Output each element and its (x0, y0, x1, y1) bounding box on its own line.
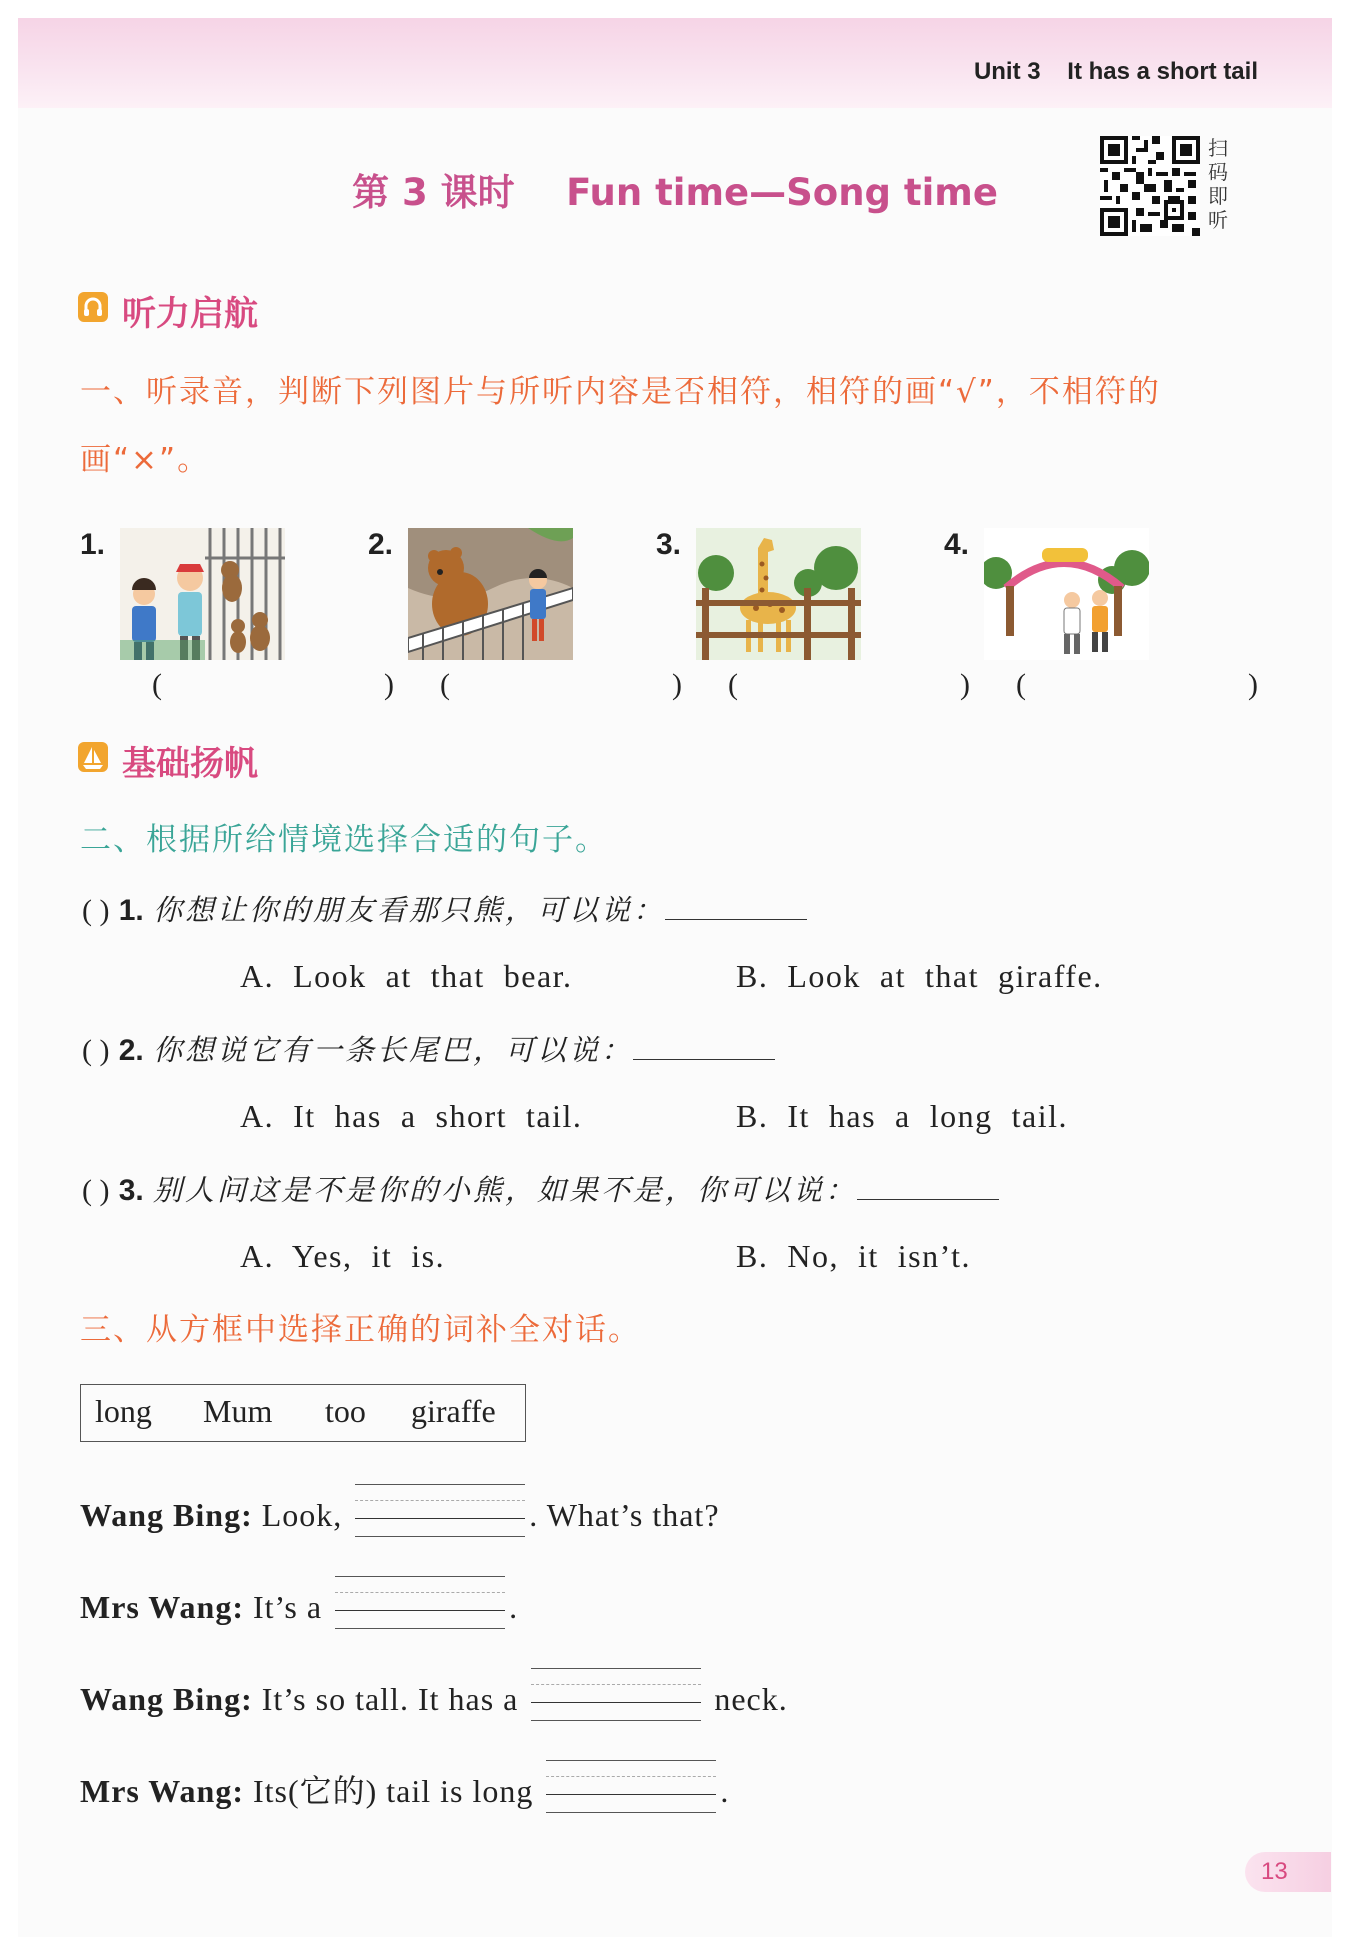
dialogue-line (80, 1668, 788, 1724)
lesson-title: 第 3 课时 Fun time—Song time (352, 171, 998, 214)
item-number: 3. (656, 528, 682, 561)
option-b[interactable]: B. Look at that giraffe. (736, 958, 1103, 994)
four-line-blank[interactable] (355, 1484, 525, 1540)
question-2 (82, 1028, 775, 1069)
word-bank-word: too (325, 1393, 366, 1429)
dialogue-line (80, 1484, 720, 1540)
word-bank-word: long (95, 1393, 152, 1429)
four-line-blank[interactable] (335, 1576, 505, 1632)
four-line-blank[interactable] (531, 1668, 701, 1724)
speaker-name: Mrs Wang: (80, 1589, 244, 1625)
section1-instruction-line2: 画“×”。 (80, 442, 211, 478)
answer-parens[interactable]: ( ) (728, 668, 970, 701)
word-bank-word: giraffe (411, 1393, 496, 1429)
zoo-gate-scene-image (984, 528, 1149, 660)
word-bank-box (80, 1384, 526, 1442)
answer-parens[interactable]: ( ) (440, 668, 682, 701)
page-number: 13 (1245, 1852, 1331, 1892)
answer-parens[interactable]: ( ) (82, 1034, 110, 1067)
item-number: 4. (944, 528, 970, 561)
bear-scene-image (408, 528, 573, 660)
question-number: 2. (118, 1034, 144, 1067)
question-number: 1. (118, 894, 144, 927)
question-3 (82, 1168, 999, 1209)
dialogue-text-after: . (509, 1589, 519, 1625)
speaker-name: Mrs Wang: (80, 1773, 244, 1809)
four-line-blank[interactable] (546, 1760, 716, 1816)
section2-title: 基础扬帆 (122, 744, 258, 784)
speaker-name: Wang Bing: (80, 1681, 253, 1717)
item-number: 1. (80, 528, 106, 561)
answer-blank[interactable] (665, 893, 807, 920)
dialogue-text-before: Its(它的) tail is long (252, 1773, 534, 1809)
giraffe-scene-image (696, 528, 861, 660)
speaker-name: Wang Bing: (80, 1497, 253, 1533)
headphone-icon (78, 292, 108, 322)
option-b[interactable]: B. No, it isn’t. (736, 1238, 972, 1274)
answer-blank[interactable] (857, 1173, 999, 1200)
question-text: 别人问这是不是你的小熊，如果不是，你可以说： (152, 1173, 857, 1207)
qr-scan-label: 扫码即听 (1208, 136, 1228, 232)
qr-code-icon[interactable] (1100, 136, 1200, 236)
monkeys-scene-image (120, 528, 285, 660)
section1-instruction-line1: 一、听录音，判断下列图片与所听内容是否相符，相符的画“√”，不相符的 (80, 374, 1161, 410)
question-text: 你想说它有一条长尾巴，可以说： (152, 1033, 633, 1067)
unit-label: Unit 3 It has a short tail (973, 58, 1258, 85)
answer-parens[interactable]: ( ) (82, 1174, 110, 1207)
dialogue-text-before: Look, (261, 1497, 343, 1533)
dialogue-line (80, 1760, 729, 1816)
answer-parens[interactable]: ( ) (82, 894, 110, 927)
dialogue-text-after: neck. (714, 1681, 788, 1717)
option-b[interactable]: B. It has a long tail. (736, 1098, 1069, 1134)
answer-parens[interactable]: ( ) (1016, 668, 1258, 701)
answer-parens[interactable]: ( ) (152, 668, 394, 701)
option-a[interactable]: A. It has a short tail. (240, 1098, 583, 1134)
item-number: 2. (368, 528, 394, 561)
option-a[interactable]: A. Look at that bear. (240, 958, 573, 994)
dialogue-line (80, 1576, 518, 1632)
section3-instruction: 三、从方框中选择正确的词补全对话。 (80, 1312, 641, 1348)
question-number: 3. (118, 1174, 144, 1207)
question-text: 你想让你的朋友看那只熊，可以说： (152, 893, 665, 927)
sailboat-icon (78, 742, 108, 772)
word-bank-word: Mum (203, 1393, 273, 1429)
option-a[interactable]: A. Yes, it is. (240, 1238, 446, 1274)
section1-instruction (80, 358, 1270, 494)
dialogue-text-after: . (720, 1773, 730, 1809)
answer-blank[interactable] (633, 1033, 775, 1060)
section1-title: 听力启航 (122, 294, 258, 334)
question-1 (82, 888, 807, 929)
section2-instruction: 二、根据所给情境选择合适的句子。 (80, 822, 608, 858)
dialogue-text-before: It’s a (252, 1589, 323, 1625)
dialogue-text-before: It’s so tall. It has a (261, 1681, 519, 1717)
dialogue-text-after: . What’s that? (529, 1497, 720, 1533)
